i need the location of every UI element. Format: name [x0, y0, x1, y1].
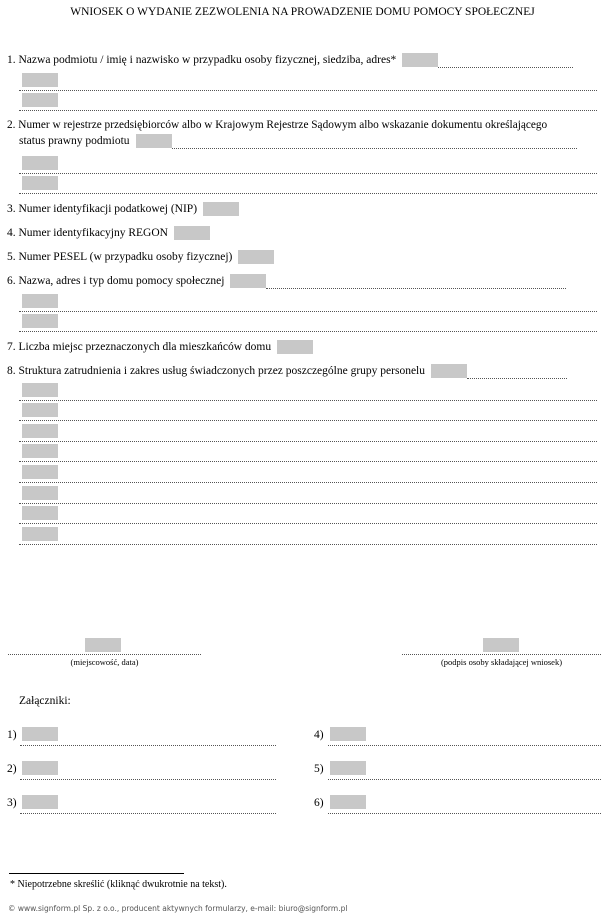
question-7 — [7, 339, 597, 355]
question-3 — [7, 201, 597, 217]
attachment-1-line — [20, 725, 276, 746]
q1-input-field-2[interactable] — [22, 73, 58, 87]
question-4 — [7, 225, 597, 241]
q4-regon-field[interactable] — [174, 226, 210, 240]
question-8 — [7, 363, 597, 379]
attachment-6-field[interactable] — [330, 795, 366, 809]
q8-input-field-2[interactable] — [22, 383, 58, 397]
q8-line-9 — [19, 526, 597, 545]
attachment-1-field[interactable] — [22, 727, 58, 741]
q5-pesel-field[interactable] — [238, 250, 274, 264]
question-4-label: 4. Numer identyfikacyjny REGON — [7, 227, 168, 239]
place-date-caption: (miejscowość, data) — [70, 657, 139, 667]
q8-input-field-6[interactable] — [22, 465, 58, 479]
q3-nip-field[interactable] — [203, 202, 239, 216]
q1-input-field-3[interactable] — [22, 93, 58, 107]
attachment-3-line — [20, 793, 276, 814]
q8-input-field-8[interactable] — [22, 506, 58, 520]
q6-line-2 — [19, 293, 597, 312]
question-2-label-line1: 2. Numer w rejestrze przedsiębiorców albo w Krajowym Rejestrze Sądowym albo wskazanie dokumentu określającego — [7, 119, 548, 131]
attachment-4-line — [328, 725, 601, 746]
footnote-divider — [9, 873, 184, 874]
attachment-3-field[interactable] — [22, 795, 58, 809]
q8-line-6 — [19, 464, 597, 483]
footnote-text[interactable]: * Niepotrzebne skreślić (kliknąć dwukrotnie na tekst). — [10, 879, 227, 890]
document-title: WNIOSEK O WYDANIE ZEZWOLENIA NA PROWADZENIE DOMU POMOCY SPOŁECZNEJ — [70, 6, 535, 18]
question-6 — [7, 273, 597, 289]
attachment-3-number: 3) — [7, 797, 17, 809]
q2-input-field[interactable] — [136, 134, 172, 148]
q2-fill-line — [172, 148, 577, 149]
attachment-5-number: 5) — [314, 763, 324, 775]
place-date-field[interactable] — [85, 638, 121, 652]
q1-input-field[interactable] — [402, 53, 438, 67]
q2-line-3 — [19, 175, 597, 194]
question-1-label: 1. Nazwa podmiotu / imię i nazwisko w przypadku osoby fizycznej, siedziba, adres* — [7, 54, 397, 66]
place-date-line — [8, 634, 201, 655]
question-7-label: 7. Liczba miejsc przeznaczonych dla mieszkańców domu — [7, 341, 272, 353]
q2-input-field-2[interactable] — [22, 156, 58, 170]
attachment-2-number: 2) — [7, 763, 17, 775]
q8-line-4 — [19, 423, 597, 442]
attachment-5-field[interactable] — [330, 761, 366, 775]
q8-line-2 — [19, 382, 597, 401]
attachment-4-field[interactable] — [330, 727, 366, 741]
q8-input-field-9[interactable] — [22, 527, 58, 541]
q8-line-7 — [19, 485, 597, 504]
q8-line-3 — [19, 402, 597, 421]
attachment-2-line — [20, 759, 276, 780]
attachment-1-number: 1) — [7, 729, 17, 741]
question-3-label: 3. Numer identyfikacji podatkowej (NIP) — [7, 203, 198, 215]
question-5-label: 5. Numer PESEL (w przypadku osoby fizycznej) — [7, 251, 233, 263]
attachment-6-line — [328, 793, 601, 814]
q2-line-2 — [19, 155, 597, 174]
question-1 — [7, 52, 597, 68]
q8-input-field-7[interactable] — [22, 486, 58, 500]
question-2-label-line2: status prawny podmiotu — [19, 135, 130, 147]
signature-caption: (podpis osoby składającej wniosek) — [440, 657, 563, 667]
attachment-2-field[interactable] — [22, 761, 58, 775]
q8-fill-line — [467, 378, 567, 379]
attachment-5-line — [328, 759, 601, 780]
question-8-label: 8. Struktura zatrudnienia i zakres usług świadczonych przez poszczególne grupy personelu — [7, 365, 426, 377]
q1-line-3 — [19, 92, 597, 111]
signature-line — [402, 634, 601, 655]
attachment-6-number: 6) — [314, 797, 324, 809]
question-5 — [7, 249, 597, 265]
question-6-label: 6. Nazwa, adres i typ domu pomocy społecznej — [7, 275, 225, 287]
footer-copyright: © www.signform.pl Sp. z o.o., producent aktywnych formularzy, e-mail: biuro@signform.pl — [8, 904, 348, 913]
signature-field[interactable] — [483, 638, 519, 652]
q8-line-5 — [19, 443, 597, 462]
q7-count-field[interactable] — [277, 340, 313, 354]
q6-input-field[interactable] — [230, 274, 266, 288]
q6-fill-line — [266, 288, 566, 289]
q6-line-3 — [19, 313, 597, 332]
q1-fill-line — [438, 67, 573, 68]
attachments-heading: Załączniki: — [19, 695, 71, 707]
q6-input-field-2[interactable] — [22, 294, 58, 308]
question-2 — [7, 117, 597, 149]
q8-input-field-5[interactable] — [22, 444, 58, 458]
attachment-4-number: 4) — [314, 729, 324, 741]
q6-input-field-3[interactable] — [22, 314, 58, 328]
q1-line-2 — [19, 72, 597, 91]
q2-input-field-3[interactable] — [22, 176, 58, 190]
q8-input-field-4[interactable] — [22, 424, 58, 438]
q8-input-field-3[interactable] — [22, 403, 58, 417]
q8-input-field[interactable] — [431, 364, 467, 378]
q8-line-8 — [19, 505, 597, 524]
